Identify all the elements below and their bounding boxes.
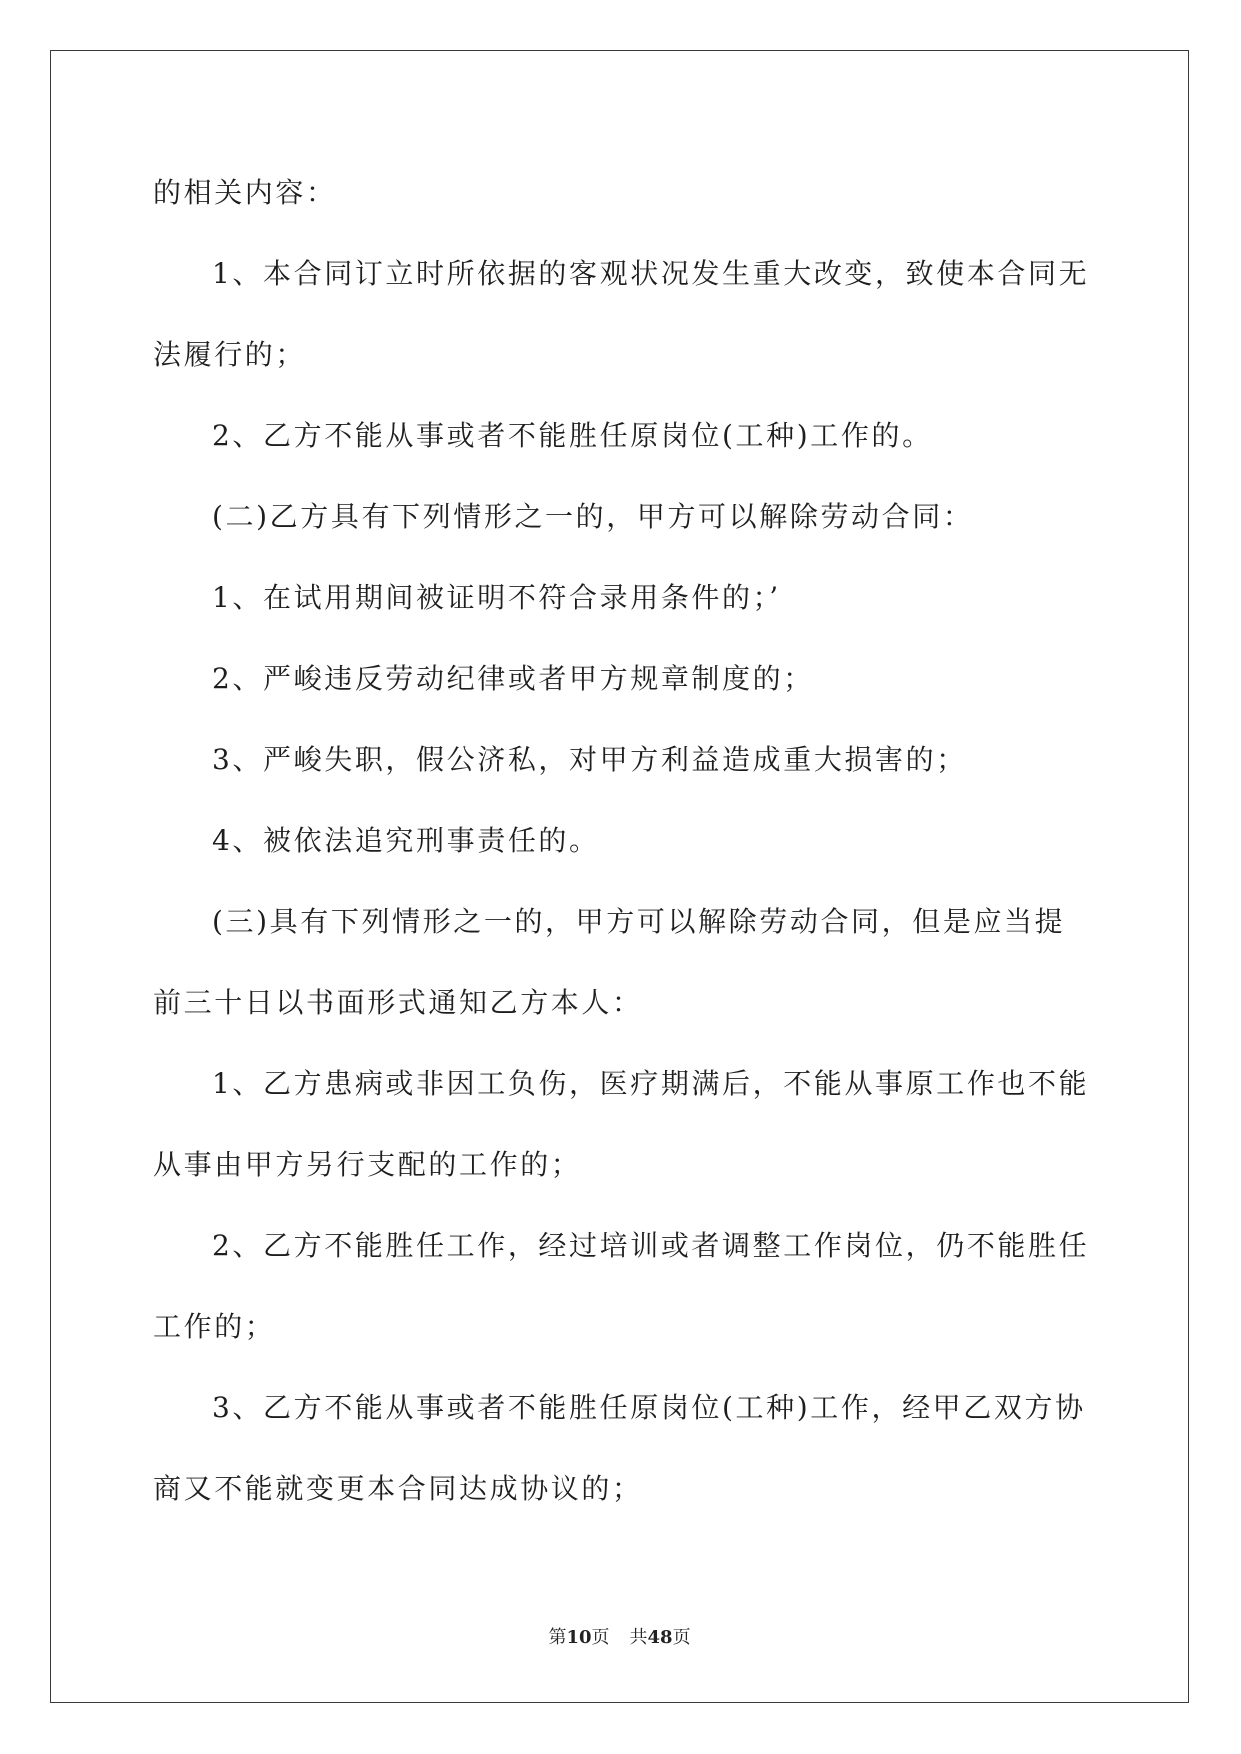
text-line: (二)乙方具有下列情形之一的，甲方可以解除劳动合同： bbox=[212, 500, 974, 533]
document-body bbox=[153, 152, 1153, 1529]
page-number-suffix: 页 bbox=[591, 1627, 610, 1648]
text-line: 法履行的； bbox=[153, 338, 307, 371]
text-line: 2、严峻违反劳动纪律或者甲方规章制度的； bbox=[212, 662, 814, 695]
paragraph bbox=[153, 1043, 1153, 1205]
text-line: 1、本合同订立时所依据的客观状况发生重大改变，致使本合同无 bbox=[212, 257, 1090, 290]
text-line: 2、乙方不能胜任工作，经过培训或者调整工作岗位，仍不能胜任 bbox=[212, 1229, 1090, 1262]
paragraph bbox=[153, 395, 1153, 476]
paragraph bbox=[153, 1367, 1153, 1529]
text-line: 工作的； bbox=[153, 1310, 276, 1343]
text-line: 1、在试用期间被证明不符合录用条件的；’ bbox=[212, 581, 781, 614]
paragraph bbox=[153, 152, 1153, 233]
text-line: (三)具有下列情形之一的，甲方可以解除劳动合同，但是应当提 bbox=[212, 905, 1066, 938]
paragraph bbox=[153, 719, 1153, 800]
paragraph bbox=[153, 800, 1153, 881]
text-line: 3、严峻失职，假公济私，对甲方利益造成重大损害的； bbox=[212, 743, 967, 776]
text-line: 4、被依法追究刑事责任的。 bbox=[212, 824, 600, 857]
paragraph bbox=[153, 557, 1153, 638]
paragraph bbox=[153, 476, 1153, 557]
text-line: 1、乙方患病或非因工负伤，医疗期满后，不能从事原工作也不能 bbox=[212, 1067, 1090, 1100]
paragraph bbox=[153, 638, 1153, 719]
text-line: 3、乙方不能从事或者不能胜任原岗位(工种)工作，经甲乙双方协 bbox=[212, 1391, 1086, 1424]
page-number: 10 bbox=[566, 1627, 592, 1648]
paragraph bbox=[153, 1205, 1153, 1367]
text-line: 商又不能就变更本合同达成协议的； bbox=[153, 1472, 643, 1505]
text-line: 前三十日以书面形式通知乙方本人： bbox=[153, 986, 643, 1019]
total-pages-prefix: 共 bbox=[629, 1627, 648, 1648]
paragraph bbox=[153, 233, 1153, 395]
page-footer bbox=[50, 1626, 1189, 1650]
total-pages-suffix: 页 bbox=[672, 1627, 691, 1648]
paragraph bbox=[153, 881, 1153, 1043]
text-line: 2、乙方不能从事或者不能胜任原岗位(工种)工作的。 bbox=[212, 419, 933, 452]
text-line: 的相关内容： bbox=[153, 176, 337, 209]
page-number-prefix: 第 bbox=[548, 1627, 567, 1648]
text-line: 从事由甲方另行支配的工作的； bbox=[153, 1148, 582, 1181]
total-pages: 48 bbox=[647, 1627, 673, 1648]
